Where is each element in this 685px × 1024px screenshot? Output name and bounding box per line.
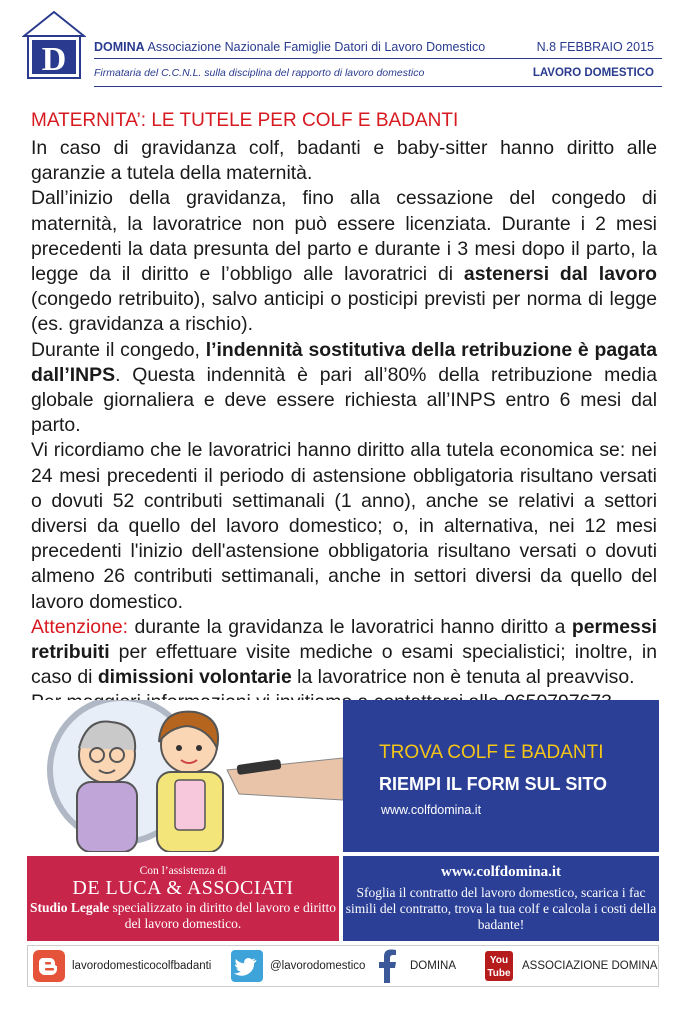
social-bar — [27, 945, 659, 987]
twitter-icon — [230, 949, 264, 983]
site-url[interactable]: www.colfdomina.it — [441, 864, 561, 880]
youtube-label-1: You — [489, 955, 509, 966]
twitter-handle: @lavorodomestico — [270, 960, 366, 972]
facebook-icon — [370, 949, 404, 983]
org-name: DOMINA — [94, 40, 145, 54]
header-subtitle: Firmataria del C.C.N.L. sulla disciplina del rapporto di lavoro domestico — [94, 67, 425, 79]
social-youtube[interactable] — [478, 946, 658, 986]
paragraph-5: Attenzione: durante la gravidanza le lavoratrici hanno diritto a permessi retribuiti per effettuare visite mediche o esami specialistici; inoltre, in caso di dimissioni volontarie la lavoratrice non è tenuta al preavviso. — [31, 615, 657, 689]
paragraph-1: In caso di gravidanza colf, badanti e baby-sitter hanno diritto alle garanzie a tutela della maternità. — [31, 137, 657, 185]
header-divider — [94, 58, 662, 59]
promo-banner[interactable] — [27, 700, 659, 852]
org-line — [94, 40, 485, 54]
site-description: Sfoglia il contratto del lavoro domestico, scarica i fac simili del contratto, trova la tua colf e calcola i costi della badante! — [345, 885, 657, 932]
find-colf-box[interactable] — [343, 700, 659, 852]
site-info-box[interactable] — [343, 856, 659, 941]
issue-number: N.8 FEBBRAIO 2015 — [536, 40, 654, 54]
social-twitter[interactable] — [226, 946, 366, 986]
header — [22, 10, 662, 90]
article-title: MATERNITA’: LE TUTELE PER COLF E BADANTI — [31, 110, 459, 131]
legal-intro: Con l’assistenza di — [139, 865, 227, 877]
legal-assistance-box — [27, 856, 339, 941]
blogger-handle: lavorodomesticocolfbadanti — [72, 960, 212, 972]
legal-firm-name: DE LUCA & ASSOCIATI — [72, 877, 294, 899]
social-blogger[interactable] — [28, 946, 226, 986]
section-label: LAVORO DOMESTICO — [532, 67, 654, 79]
youtube-handle: ASSOCIAZIONE DOMINA — [522, 960, 658, 972]
header-divider-bottom — [94, 86, 662, 87]
banner-url[interactable]: www.colfdomina.it — [381, 803, 482, 817]
facebook-handle: DOMINA — [410, 960, 456, 972]
domina-logo — [22, 10, 86, 80]
paragraph-3: Durante il congedo, l’indennità sostitutiva della retribuzione è pagata dall’INPS. Questa indennità è pari all’80% della retribuzione media globale giornaliera e deve essere richiesta all’INPS entro 6 mesi dal parto. — [31, 338, 657, 437]
banner-line-2: RIEMPI IL FORM SUL SITO — [379, 774, 608, 794]
youtube-label-2: Tube — [487, 968, 511, 979]
youtube-icon — [482, 949, 516, 983]
article-body — [31, 136, 657, 716]
org-desc: Associazione Nazionale Famiglie Datori di Lavoro Domestico — [147, 40, 486, 54]
social-facebook[interactable] — [366, 946, 478, 986]
logo-letter: D — [41, 41, 67, 78]
legal-description: Studio Legale specializzato in diritto del lavoro e diritto del lavoro domestico. — [30, 900, 336, 931]
caregiver-illustration — [27, 700, 343, 852]
paragraph-4: Vi ricordiamo che le lavoratrici hanno diritto alla tutela economica se: nei 24 mesi precedenti il periodo di astensione obbligatoria risultano versati o dovuti 52 contributi settimanali (1 anno), anche se relativi a settori diversi da quello del lavoro domestico; o, in alternativa, nei 12 mesi precedenti l'inizio dell'astensione obbligatoria risultano versati o dovuti almeno 26 contributi settimanali, anche in settori diversi da quello del lavoro domestico. — [31, 439, 657, 613]
blogger-icon — [32, 949, 66, 983]
banner-line-1: TROVA COLF E BADANTI — [379, 742, 604, 763]
paragraph-2: Dall’inizio della gravidanza, fino alla cessazione del congedo di maternità, la lavoratrice non può essere licenziata. Durante i 2 mesi precedenti la data presunta del parto e durante i 3 mesi dopo il parto, la legge da il diritto e l’obbligo alle lavoratrici di astenersi dal lavoro (congedo retribuito), salvo anticipi o posticipi previsti per norma di legge (es. gravidanza a rischio). — [31, 187, 657, 336]
